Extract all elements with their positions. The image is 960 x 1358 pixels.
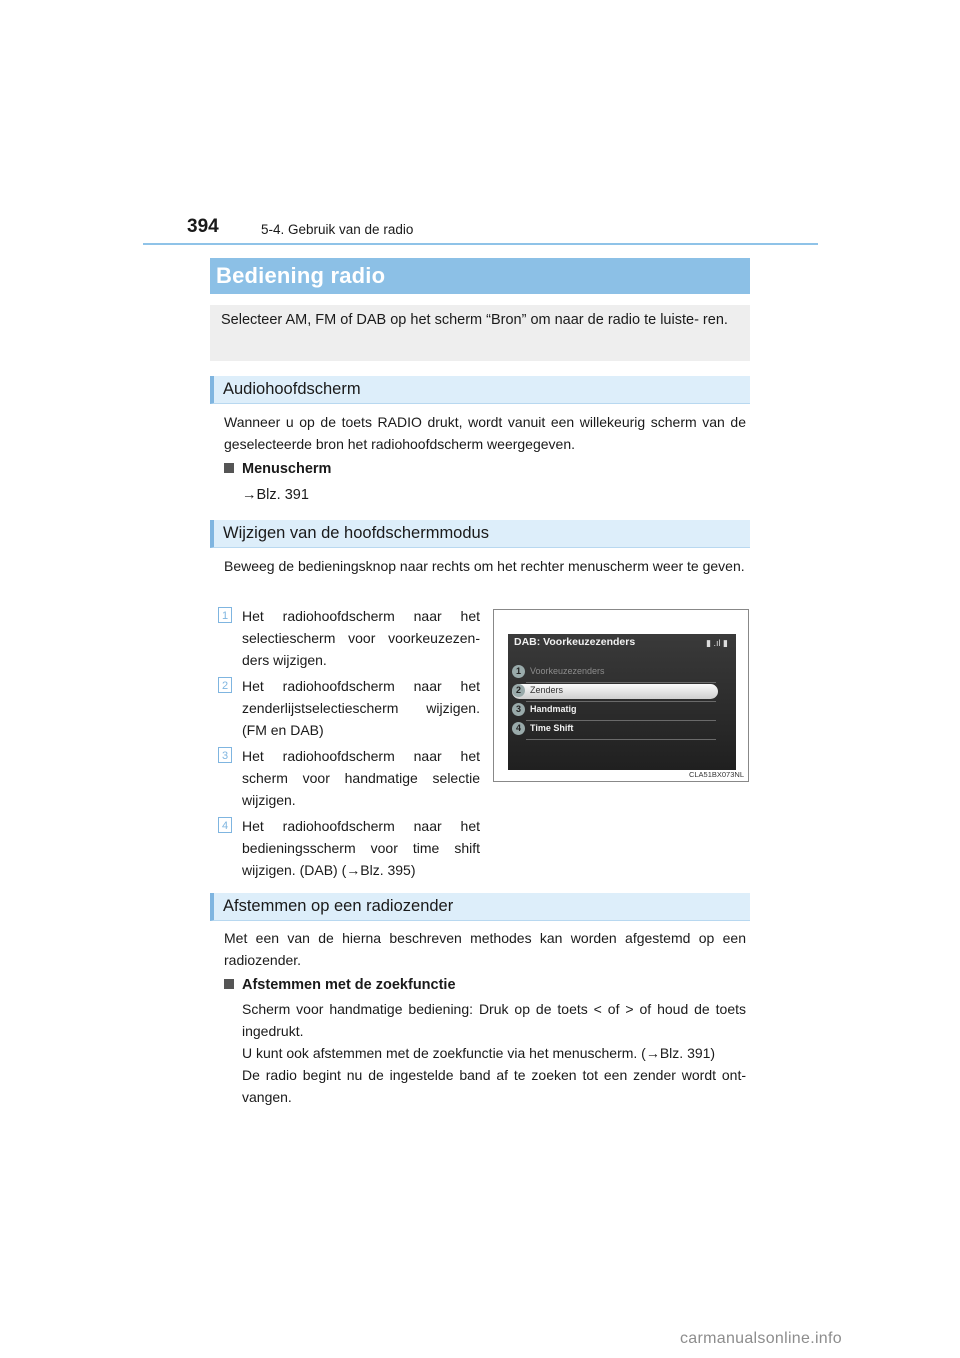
number-badge: 4	[218, 817, 232, 833]
number-badge: 2	[218, 677, 232, 693]
page-title: Bediening radio	[216, 263, 386, 288]
menu-label: Handmatig	[530, 704, 577, 714]
intro-text: Selecteer AM, FM of DAB op het scherm “Bron” om naar de radio te luiste- ren.	[221, 312, 728, 328]
menu-separator	[526, 701, 716, 702]
menu-separator	[526, 720, 716, 721]
menu-number: 3	[512, 703, 525, 716]
menu-number: 4	[512, 722, 525, 735]
section-heading-hoofdschermmodus	[210, 520, 750, 548]
section3-paragraph: Met een van de hierna beschreven methodes kan worden afgestemd op een radiozender.	[224, 930, 746, 968]
bullet-menuscherm	[224, 461, 331, 477]
menu-label: Zenders	[530, 685, 564, 695]
section-heading-text: Afstemmen op een radiozender	[223, 897, 454, 915]
menu-number: 2	[512, 684, 525, 697]
menu-item-voorkeuzezenders[interactable]	[512, 665, 718, 680]
square-bullet-icon	[224, 979, 234, 989]
section3-line-3: De radio begint nu de ingestelde band af te zoeken tot een zender wordt ont- vangen.	[242, 1067, 746, 1105]
section-heading-audiohoofdscherm	[210, 376, 750, 404]
section-heading-text: Wijzigen van de hoofdschermmodus	[223, 524, 489, 542]
number-badge: 1	[218, 607, 232, 623]
chapter-title: 5-4. Gebruik van de radio	[261, 222, 414, 237]
square-bullet-icon	[224, 463, 234, 473]
menu-number: 1	[512, 665, 525, 678]
section-heading-text: Audiohoofdscherm	[223, 380, 361, 398]
numbered-item-text: Het radiohoofdscherm naar het scherm voor handmatige selectie wijzigen.	[242, 748, 480, 808]
bullet-label: Menuscherm	[242, 461, 332, 477]
menu-label: Time Shift	[530, 723, 574, 733]
page-number: 394	[187, 216, 219, 237]
dab-screen	[508, 634, 736, 770]
page-reference-link[interactable]: →Blz. 391	[242, 487, 309, 503]
menu-separator	[526, 682, 716, 683]
menu-item-zenders[interactable]	[512, 684, 718, 699]
number-badge: 3	[218, 747, 232, 763]
numbered-item-text: Het radiohoofdscherm naar het bedieningsscherm voor time shift wijzigen. (DAB) (→Blz. 395)	[242, 818, 480, 878]
section3-line-2: U kunt ook afstemmen met de zoekfunctie via het menuscherm. (→Blz. 391)	[242, 1045, 716, 1061]
watermark: carmanualsonline.info	[680, 1330, 842, 1347]
bullet-label: Afstemmen met de zoekfunctie	[242, 977, 456, 993]
section3-line-1: Scherm voor handmatige bediening: Druk op de toets < of > of houd de toets ingedrukt.	[242, 1001, 746, 1039]
screen-title: DAB: Voorkeuzezenders	[514, 636, 636, 648]
menu-separator	[526, 739, 716, 740]
numbered-item-text: Het radiohoofdscherm naar het selectiescherm voor voorkeuzezen- ders wijzigen.	[242, 608, 480, 668]
section2-paragraph: Beweeg de bedieningsknop naar rechts om het rechter menuscherm weer te geven.	[224, 558, 745, 574]
menu-item-time-shift[interactable]	[512, 722, 718, 737]
numbered-item-text: Het radiohoofdscherm naar het zenderlijstselectiescherm wijzigen. (FM en DAB)	[242, 678, 480, 738]
dab-screen-figure	[493, 609, 749, 782]
page-title-bar	[210, 258, 750, 294]
menu-label: Voorkeuzezenders	[530, 666, 605, 676]
menu-item-handmatig[interactable]	[512, 703, 718, 718]
figure-code: CLA51BX073NL	[688, 770, 744, 779]
signal-status-icon: ▮ .ıl ▮	[706, 638, 728, 648]
section1-paragraph: Wanneer u op de toets RADIO drukt, wordt vanuit een willekeurig scherm van de geselecteerde bron het radiohoofdscherm weergegeven.	[224, 414, 746, 452]
bullet-zoekfunctie	[224, 977, 456, 993]
header-rule	[143, 243, 818, 245]
section-heading-afstemmen	[210, 893, 750, 921]
intro-box	[210, 305, 750, 361]
